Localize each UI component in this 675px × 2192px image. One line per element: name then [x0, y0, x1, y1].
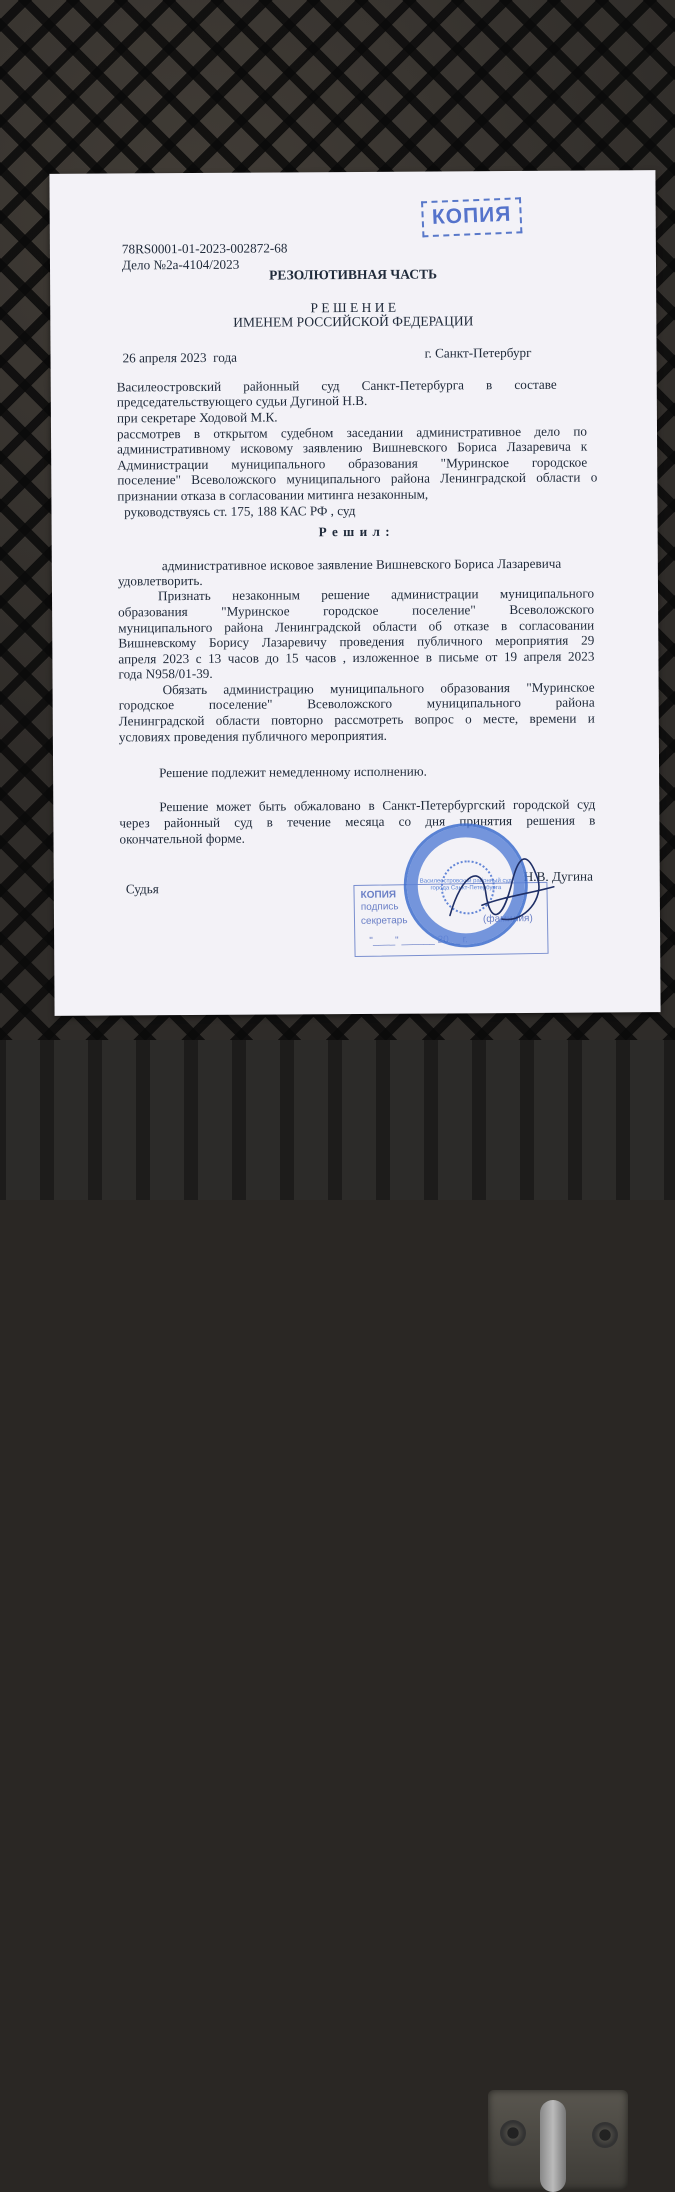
para5-line-2: окончательной форме.	[119, 830, 245, 847]
judge-label: Судья	[125, 881, 159, 897]
para2-line-2: муниципального района Ленинградской области об отказе в согласовании	[118, 617, 595, 636]
para4: Решение подлежит немедленному исполнению.	[159, 763, 427, 781]
resolved-heading: Р е ш и л :	[318, 523, 391, 540]
intro-line-5: Администрации муниципального образования "Муринское городское	[117, 454, 588, 473]
para2-line-1: образования "Муринское городское поселение" Всеволожского	[118, 601, 595, 620]
para2-line-5: года N958/01-39.	[118, 665, 213, 682]
section-title: РЕЗОЛЮТИВНАЯ ЧАСТЬ	[269, 266, 438, 283]
intro-line-2: при секретаре Ходовой М.К.	[116, 409, 278, 426]
para1-line-0: административное исковое заявление Вишневского Бориса Лазаревича	[161, 555, 562, 574]
door-sill	[0, 1040, 675, 1200]
intro-line-6: поселение" Всеволожского муниципального района Ленинградской области о	[117, 469, 598, 488]
copy-box-signature-label: подпись	[360, 901, 399, 913]
copy-box-secretary-label: секретарь	[360, 915, 408, 927]
court-decision-sheet	[49, 170, 660, 1016]
intro-line-3: рассмотрев в открытом судебном заседании административное дело по	[116, 423, 588, 442]
bolt-right	[592, 2122, 618, 2148]
para5-line-1: через районный суд в течение месяца со дня принятия решения в	[119, 812, 596, 831]
intro-line-1: председательствующего судьи Дугиной Н.В.	[116, 392, 368, 410]
para5-line-0: Решение может быть обжаловано в Санкт-Петербургский городской суд	[159, 796, 596, 815]
decision-city: г. Санкт-Петербург	[424, 344, 532, 361]
para2-line-4: апреля 2023 с 13 часов до 15 часов , изложенное в письме от 19 апреля 2023	[118, 648, 595, 667]
decision-title: Р Е Ш Е Н И Е	[310, 299, 397, 316]
door-latch	[540, 2100, 566, 2192]
para2-line-0: Признать незаконным решение администрации муниципального	[157, 585, 595, 604]
bolt-left	[500, 2120, 526, 2146]
para3-line-2: Ленинградской области повторно рассмотреть вопрос о месте, времени и	[118, 710, 595, 729]
intro-line-0: Василеостровский районный суд Санкт-Петербурга в составе	[116, 376, 557, 395]
intro-line-7: признании отказа в согласовании митинга незаконным,	[117, 486, 429, 504]
para3-line-0: Обязать администрацию муниципального образования "Муринское	[162, 679, 595, 698]
copy-box-date-line: "____" ______ 20__ г.	[369, 934, 468, 947]
judge-name: Н.В. Дугина	[523, 868, 593, 884]
copy-box-title: КОПИЯ	[360, 889, 397, 901]
seal-text: Василеостровский районный суд города Санкт-Петербурга	[419, 878, 512, 892]
para2-line-3: Вишневскому Борису Лазаревичу проведения публичного мероприятия 29	[118, 632, 595, 651]
handwritten-signature	[442, 853, 562, 934]
para3-line-3: условиях проведения публичного мероприятия.	[118, 727, 387, 745]
para1-line-1: удовлетворить.	[117, 572, 203, 589]
intro-line-8: руководствуясь ст. 175, 188 КАС РФ , суд	[117, 502, 356, 520]
kopiya-stamp: КОПИЯ	[421, 197, 522, 237]
case-number: Дело №2а-4104/2023	[121, 256, 240, 273]
decision-subtitle: ИМЕНЕМ РОССИЙСКОЙ ФЕДЕРАЦИИ	[233, 313, 474, 330]
intro-line-4: административному исковому заявлению Вишневского Бориса Лазаревича к	[117, 438, 588, 457]
case-id: 78RS0001-01-2023-002872-68	[121, 240, 288, 257]
decision-date: 26 апреля 2023 года	[122, 349, 238, 366]
para3-line-1: городское поселение" Всеволожского муниципального района	[118, 694, 595, 713]
copy-box-surname-label: (фамилия)	[482, 913, 533, 925]
